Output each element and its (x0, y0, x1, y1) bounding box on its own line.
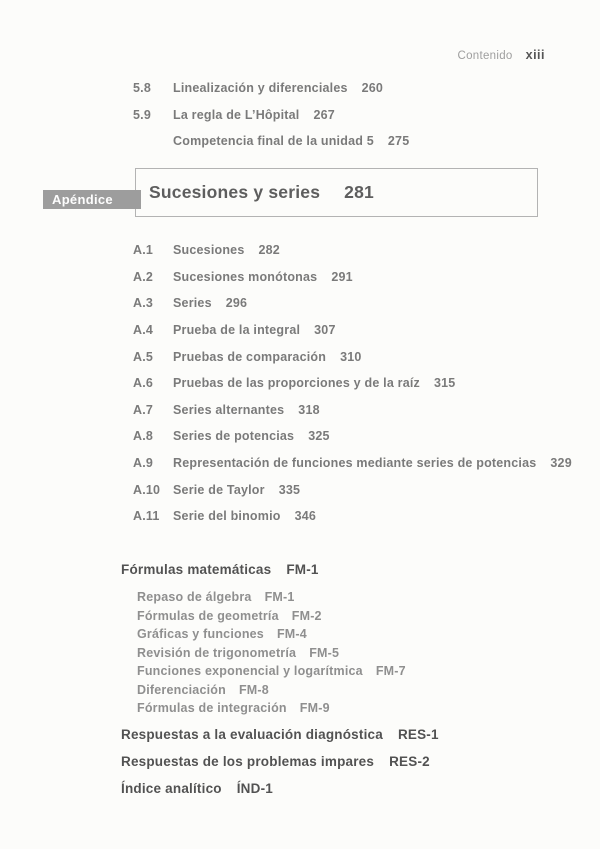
toc-entry-page: 307 (314, 323, 336, 338)
toc-entry-page: 291 (331, 269, 353, 284)
toc-entry-title: Serie del binomio (173, 509, 281, 524)
toc-entry (133, 75, 409, 102)
toc-entry-page: 325 (308, 429, 330, 444)
toc-entry-title: Linealización y diferenciales (173, 81, 348, 96)
toc-entry-title: Series alternantes (173, 402, 285, 417)
toc-entry-title: Prueba de la integral (173, 323, 301, 338)
toc-entry-number: 5.9 (133, 107, 151, 122)
toc-entry-page: 267 (313, 107, 335, 122)
toc-entry (137, 607, 406, 626)
toc-entry-title: Series de potencias (173, 429, 295, 444)
toc-entry-page: RES-1 (397, 727, 439, 742)
toc-entry-number: A.5 (133, 349, 154, 364)
running-head-title: Contenido (457, 50, 513, 62)
toc-entry (133, 317, 572, 344)
back-matter-entries (121, 721, 439, 802)
toc-entry-title: Diferenciación (137, 682, 226, 697)
toc-entry-title: Fórmulas de integración (137, 701, 287, 716)
toc-entry-page: 296 (225, 296, 248, 311)
toc-entry (137, 681, 406, 700)
toc-entry-title: Repaso de álgebra (137, 590, 252, 605)
toc-entry-page: FM-9 (299, 701, 330, 716)
toc-entry-title: Series (173, 296, 212, 311)
toc-entry (133, 423, 572, 450)
toc-entry-number: A.9 (133, 456, 154, 471)
toc-entry (121, 748, 439, 775)
appendix-tab (43, 190, 141, 209)
appendix-start-page: 281 (344, 182, 374, 202)
toc-entry-title: Gráficas y funciones (137, 627, 264, 642)
toc-entry (133, 102, 409, 129)
toc-entry-page: ÍND-1 (236, 781, 273, 796)
toc-entry (137, 699, 406, 718)
toc-entry-page: 282 (258, 243, 280, 258)
toc-entry-page: 275 (387, 134, 410, 149)
toc-entry-page: FM-4 (276, 627, 307, 642)
toc-entry-page: 315 (433, 376, 456, 391)
appendix-title-box (135, 168, 538, 217)
toc-entry (137, 625, 406, 644)
toc-entry-title: La regla de L’Hôpital (173, 107, 300, 122)
toc-entry-number: A.10 (133, 482, 161, 497)
toc-entry-page: FM-5 (309, 645, 340, 660)
toc-entry-page: 318 (298, 402, 320, 417)
toc-entry (121, 775, 439, 802)
toc-entry-number: A.2 (133, 269, 154, 284)
toc-entry-number: A.6 (133, 376, 154, 391)
toc-entry (133, 290, 572, 317)
toc-entry (133, 237, 572, 264)
toc-entry-number: A.4 (133, 323, 154, 338)
toc-entry-title: Pruebas de las proporciones y de la raíz (173, 376, 420, 391)
toc-entry-number: 5.8 (133, 81, 151, 96)
toc-entry-number: A.3 (133, 296, 154, 311)
toc-entry-page: FM-1 (286, 562, 319, 577)
toc-entry-title: Revisión de trigonometría (137, 645, 297, 660)
toc-entry (133, 343, 572, 370)
appendix-entries (133, 237, 572, 530)
formulas-sub-entries (137, 588, 406, 718)
toc-entry-page: FM-2 (291, 608, 322, 623)
toc-entry (133, 370, 572, 397)
toc-entry (133, 397, 572, 424)
toc-entry-page: FM-1 (264, 590, 295, 605)
toc-entry-title: Competencia final de la unidad 5 (173, 134, 374, 149)
toc-entry-title: Pruebas de comparación (173, 349, 327, 364)
toc-entry-page: 346 (294, 509, 317, 524)
toc-entry-number: A.7 (133, 402, 154, 417)
toc-entry (133, 264, 572, 291)
appendix-title: Sucesiones y series (149, 182, 321, 202)
toc-entry-number: A.1 (133, 243, 154, 258)
toc-entry-number: A.11 (133, 509, 160, 524)
toc-entry-page: RES-2 (389, 754, 430, 769)
toc-entry-number: A.8 (133, 429, 154, 444)
formulas-section (121, 556, 319, 583)
toc-entry-title: Respuestas de los problemas impares (121, 754, 375, 769)
toc-entry-title: Fórmulas matemáticas (121, 562, 272, 577)
toc-entry-page: 310 (340, 349, 362, 364)
toc-entry (133, 476, 572, 503)
page-folio: xiii (525, 48, 545, 62)
running-head (457, 48, 545, 62)
toc-entry-title: Fórmulas de geometría (137, 608, 279, 623)
toc-entry-page: 335 (278, 482, 301, 497)
chapter5-entries (133, 75, 409, 155)
toc-entry (137, 644, 406, 663)
toc-entry-title: Representación de funciones mediante series de potencias (173, 456, 537, 471)
toc-entry (121, 721, 439, 748)
toc-entry-page: 329 (550, 456, 572, 471)
toc-entry (121, 556, 319, 583)
toc-entry-title: Funciones exponencial y logarítmica (137, 664, 363, 679)
toc-entry (137, 588, 406, 607)
toc-entry-title: Sucesiones monótonas (173, 269, 318, 284)
toc-entry-title: Índice analítico (121, 781, 222, 796)
toc-entry-title: Serie de Taylor (173, 482, 265, 497)
appendix-tab-label: Apéndice (52, 192, 113, 207)
toc-entry-page: FM-7 (375, 664, 406, 679)
toc-entry (133, 128, 409, 155)
toc-entry (133, 450, 572, 477)
toc-entry-page: FM-8 (238, 682, 269, 697)
toc-entry-title: Sucesiones (173, 243, 245, 258)
toc-entry-page: 260 (361, 81, 384, 96)
toc-entry (133, 503, 572, 530)
toc-entry-title: Respuestas a la evaluación diagnóstica (121, 727, 383, 742)
toc-entry (137, 662, 406, 681)
